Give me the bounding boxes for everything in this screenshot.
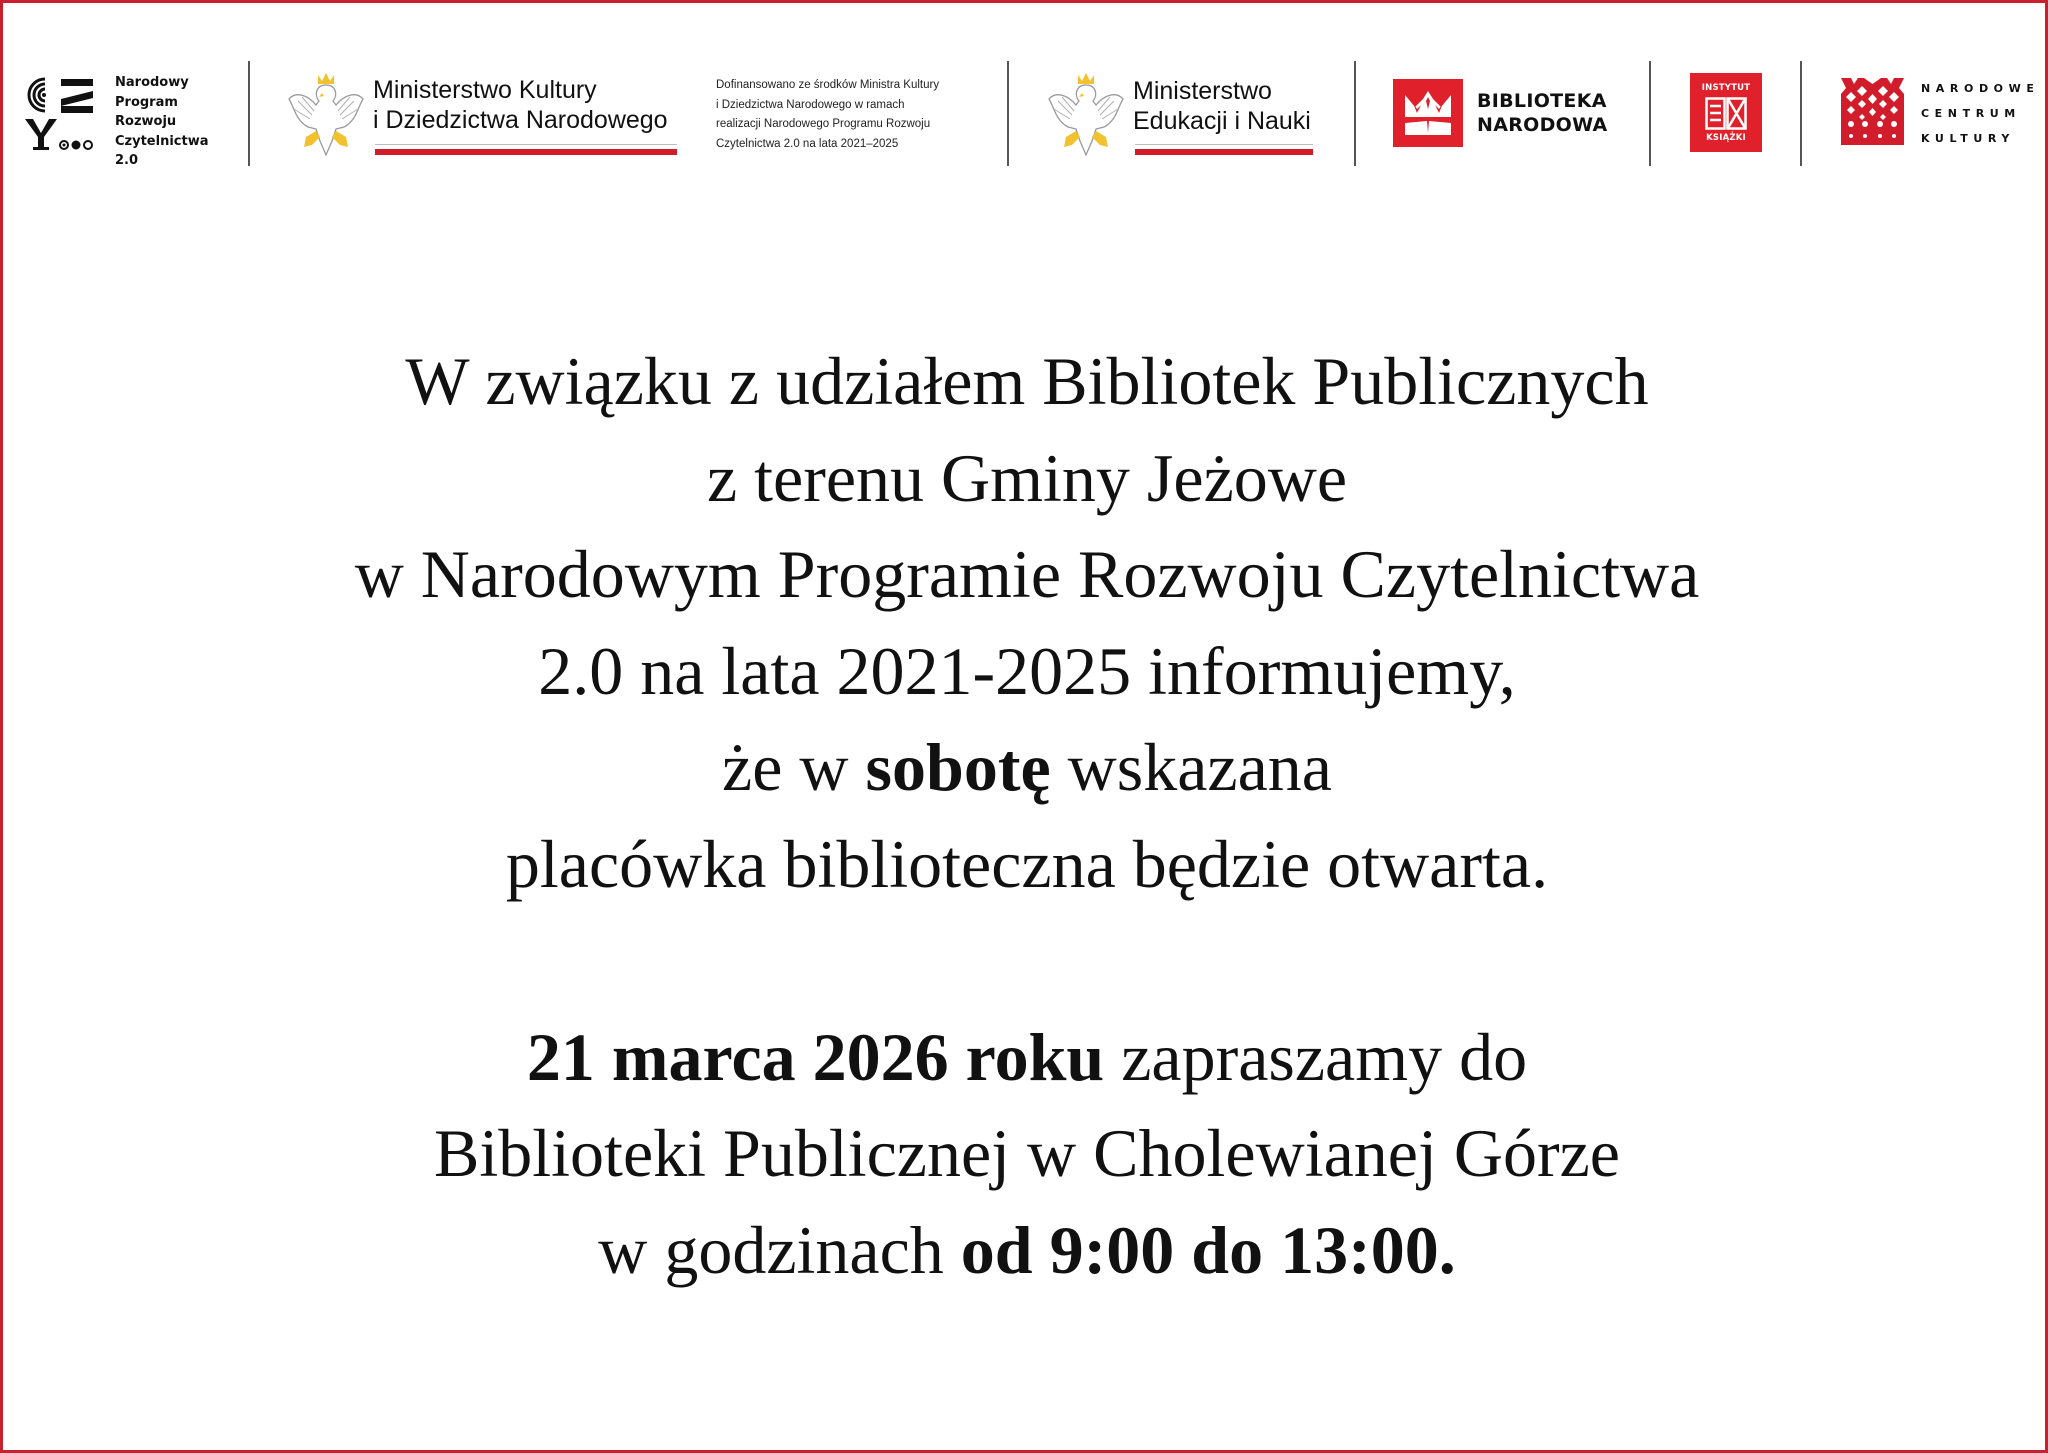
book-x-icon [1705, 97, 1747, 130]
mkidn-logo-text [373, 75, 668, 135]
nprc-line: Narodowy [115, 75, 189, 90]
paragraph-gap [3, 912, 2048, 1009]
logo-divider [1354, 61, 1356, 166]
flag-stripe-red [375, 149, 677, 155]
mkidn-line: Ministerstwo Kultury [373, 76, 597, 104]
mein-logo-text [1133, 76, 1311, 136]
text-span: w godzinach [598, 1211, 961, 1288]
announcement-line-hours [3, 1202, 2048, 1299]
funding-line: Dofinansowano ze środków Ministra Kultury [716, 79, 940, 91]
text-span: że w [722, 729, 866, 805]
nprc-line: Rozwoju [115, 114, 177, 129]
czy-reading-program-logo-icon [23, 75, 95, 150]
nprc-line: Czytelnictwa [115, 133, 209, 149]
announcement-line: placówka biblioteczna będzie otwarta. [505, 825, 1549, 902]
crown-book-icon [1393, 79, 1463, 147]
announcement-line: W związku z udziałem Bibliotek Publicznych [405, 343, 1649, 419]
biblioteka-narodowa-text [1477, 89, 1608, 137]
nprc-logo-text [115, 73, 208, 171]
funding-line: i Dziedzictwa Narodowego w ramach [716, 98, 905, 111]
logo-divider [248, 61, 250, 166]
text-span: wskazana [1050, 729, 1332, 805]
text-span: zapraszamy do [1104, 1018, 1528, 1095]
announcement-line: 2.0 na lata 2021-2025 informujemy, [538, 632, 1516, 709]
funding-line: realizacji Narodowego Programu Rozwoju [716, 118, 931, 130]
flag-stripe-white [1135, 144, 1313, 145]
announcement-line: w Narodowym Programie Rozwoju Czytelnictwa [354, 536, 1700, 612]
polish-eagle-emblem-icon [1046, 71, 1126, 159]
logo-divider [1007, 61, 1009, 166]
event-date: 21 marca 2026 roku [526, 1018, 1105, 1095]
biblioteka-narodowa-mark [1393, 79, 1463, 147]
polish-eagle-emblem-icon [286, 71, 366, 159]
announcement-line: z terenu Gminy Jeżowe [706, 439, 1348, 516]
nck-line: KULTURY [1921, 132, 2015, 145]
diamond-crown-icon [1841, 78, 1904, 145]
announcement-line-location: Biblioteki Publicznej w Cholewianej Górze [434, 1115, 1620, 1191]
logo-divider [1800, 61, 1802, 166]
nprc-line: 2.0 [115, 153, 139, 168]
flag-stripe-white [375, 144, 677, 145]
mein-line: Edukacji i Nauki [1133, 107, 1311, 135]
nprc-line: Program [115, 94, 178, 110]
ik-bottom-text: KSIĄŻKI [1706, 133, 1746, 143]
announcement-line-saturday [3, 719, 2048, 816]
nck-logo-text [1921, 76, 2039, 151]
bn-line: BIBLIOTEKA [1477, 90, 1607, 112]
mkidn-line: i Dziedzictwa Narodowego [373, 106, 668, 134]
opening-hours: od 9:00 do 13:00. [960, 1211, 1456, 1288]
saturday-emphasis: sobotę [865, 729, 1051, 805]
announcement-line-date [3, 1009, 2048, 1106]
announcement-text [3, 333, 2048, 1298]
funding-line: Czytelnictwa 2.0 na lata 2021–2025 [716, 137, 899, 150]
funding-note [716, 76, 939, 154]
mein-line: Ministerstwo [1133, 77, 1272, 105]
bn-line: NARODOWA [1477, 114, 1608, 136]
flag-stripe-red [1135, 149, 1313, 155]
instytut-ksiazki-logo [1690, 73, 1762, 152]
ik-top-text: INSTYTUT [1701, 83, 1751, 93]
nck-line: NARODOWE [1921, 82, 2040, 95]
logo-divider [1649, 61, 1651, 166]
nck-line: CENTRUM [1921, 107, 2021, 120]
sponsor-logo-strip [3, 3, 2048, 183]
